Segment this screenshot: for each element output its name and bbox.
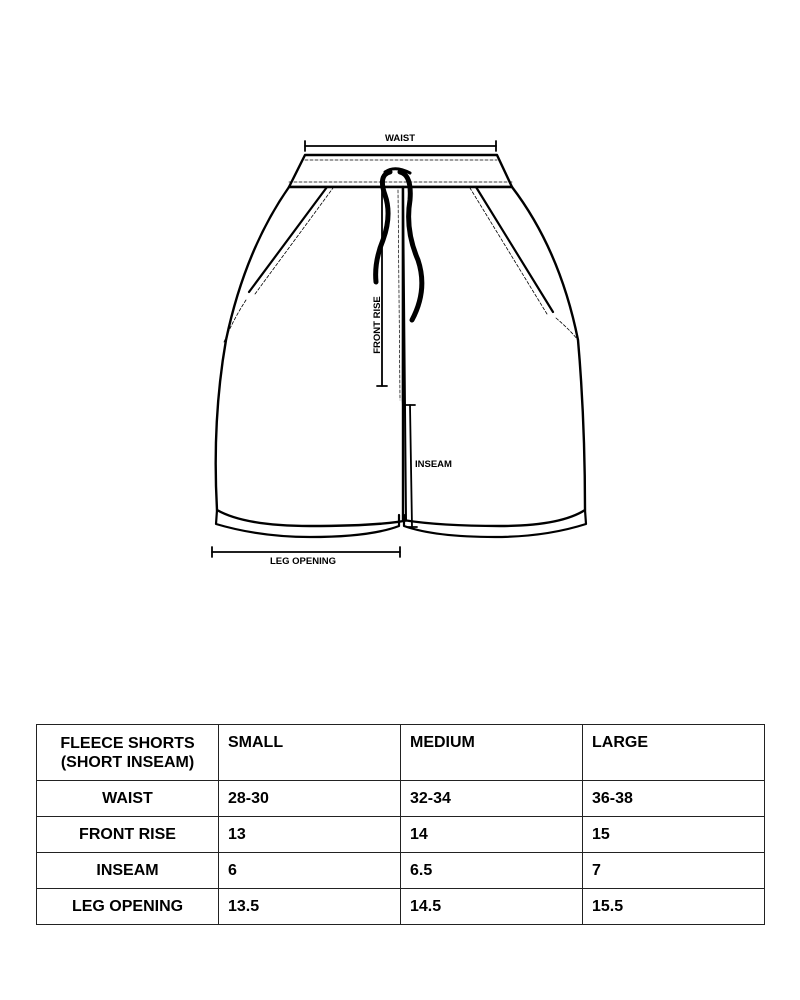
- column-header-small: SMALL: [219, 725, 401, 781]
- table-cell: 32-34: [401, 781, 583, 817]
- product-variant: (SHORT INSEAM): [60, 754, 195, 771]
- table-cell: 6.5: [401, 853, 583, 889]
- leg-opening-label: LEG OPENING: [270, 556, 336, 567]
- table-cell: 36-38: [583, 781, 765, 817]
- row-label-leg-opening: LEG OPENING: [37, 889, 219, 925]
- front-rise-label: FRONT RISE: [372, 296, 383, 354]
- table-row: [37, 889, 765, 925]
- table-cell: 15: [583, 817, 765, 853]
- table-corner-title: [37, 725, 219, 781]
- product-name: FLEECE SHORTS: [60, 735, 195, 752]
- row-label-waist: WAIST: [37, 781, 219, 817]
- table-cell: 15.5: [583, 889, 765, 925]
- left-leg-panel: [216, 187, 409, 526]
- table-cell: 13: [219, 817, 401, 853]
- table-row: [37, 781, 765, 817]
- row-label-inseam: INSEAM: [37, 853, 219, 889]
- table-cell: 7: [583, 853, 765, 889]
- right-leg-panel: [403, 187, 585, 526]
- table-cell: 14.5: [401, 889, 583, 925]
- inseam-label: INSEAM: [415, 459, 452, 470]
- table-cell: 6: [219, 853, 401, 889]
- row-label-front-rise: FRONT RISE: [37, 817, 219, 853]
- waist-label: WAIST: [384, 133, 416, 144]
- size-chart-table: [36, 724, 765, 925]
- table-cell: 14: [401, 817, 583, 853]
- column-header-large: LARGE: [583, 725, 765, 781]
- table-row: [37, 853, 765, 889]
- table-cell: 28-30: [219, 781, 401, 817]
- column-header-medium: MEDIUM: [401, 725, 583, 781]
- table-header-row: [37, 725, 765, 781]
- table-cell: 13.5: [219, 889, 401, 925]
- table-row: [37, 817, 765, 853]
